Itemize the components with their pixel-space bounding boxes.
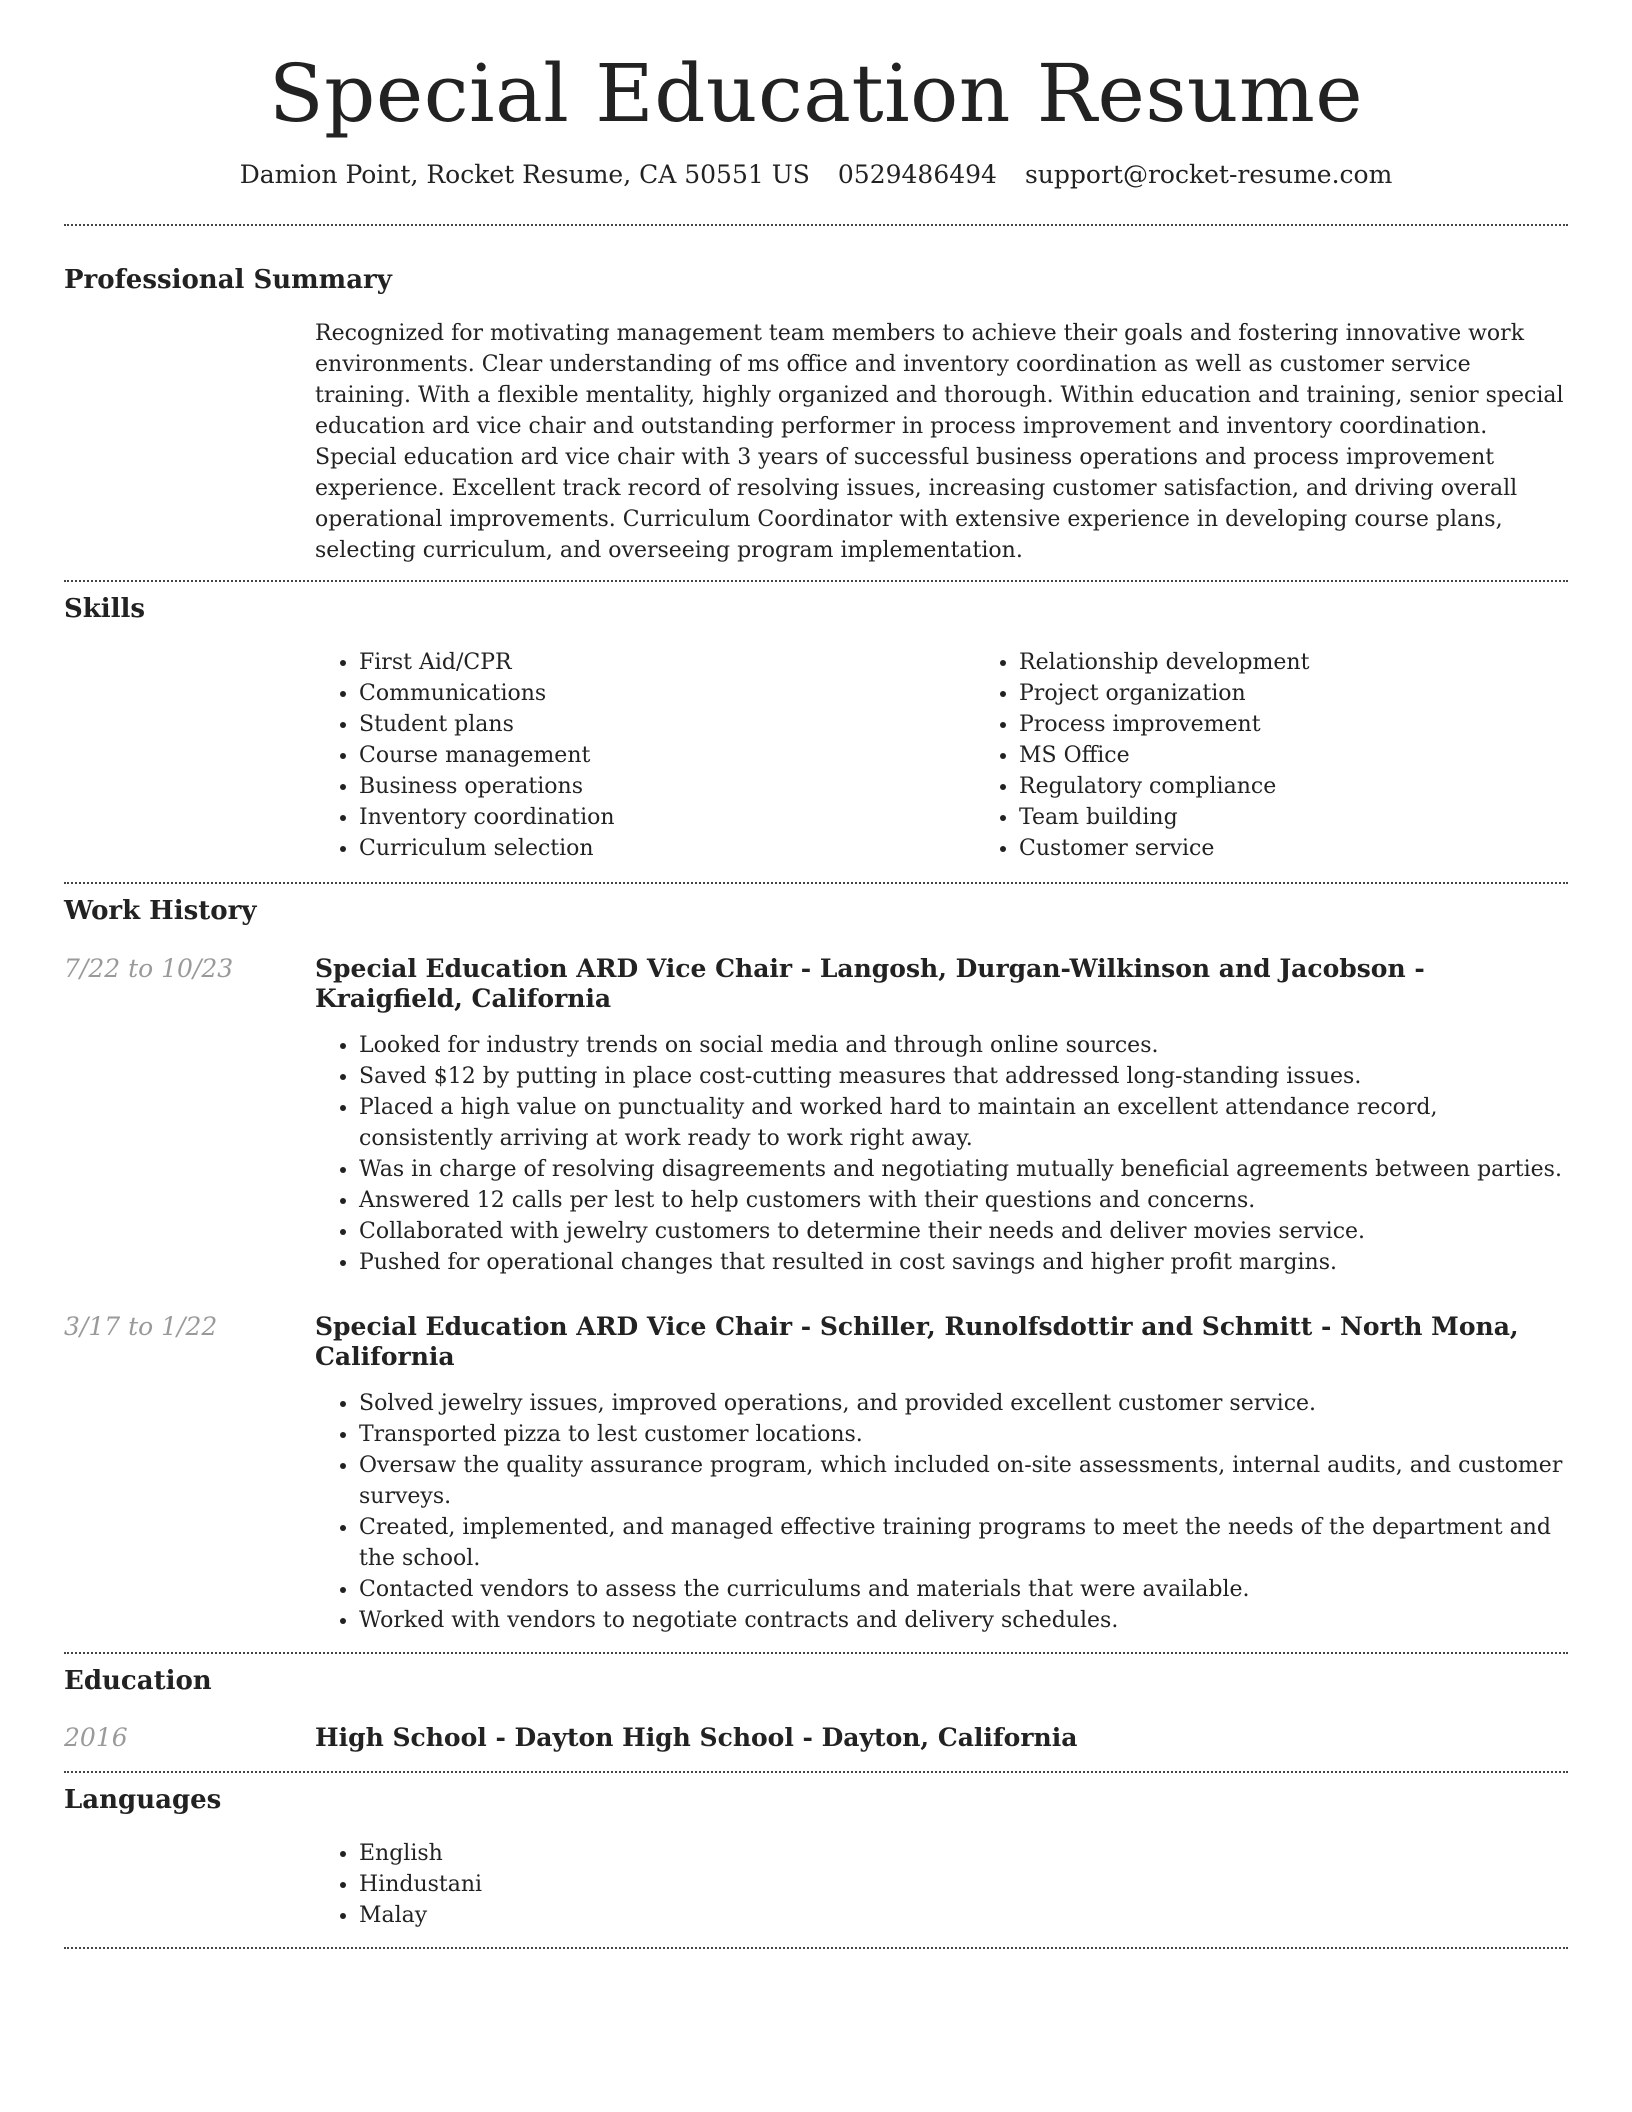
contact-address: Damion Point, Rocket Resume, CA 50551 US xyxy=(239,160,810,189)
job-bullet: • Pushed for operational changes that resulted in cost savings and higher profit margins. xyxy=(359,1247,1568,1278)
job-body xyxy=(315,954,1568,1278)
skill-item: • Team building xyxy=(1019,802,1632,833)
resume-header xyxy=(64,0,1568,190)
job-bullet: • Transported pizza to lest customer locations. xyxy=(359,1419,1568,1450)
skill-item: • Communications xyxy=(359,678,975,709)
skill-item: • Student plans xyxy=(359,709,975,740)
skill-item: • Curriculum selection xyxy=(359,833,975,864)
job-bullets xyxy=(315,1388,1568,1636)
skill-item: • Regulatory compliance xyxy=(1019,771,1632,802)
job-bullet: • Saved $12 by putting in place cost-cutting measures that addressed long-standing issues. xyxy=(359,1061,1568,1092)
job-bullet: • Looked for industry trends on social media and through online sources. xyxy=(359,1030,1568,1061)
skill-item: • Customer service xyxy=(1019,833,1632,864)
language-item: • English xyxy=(359,1838,1568,1869)
work-section xyxy=(64,884,1568,1651)
summary-row xyxy=(64,318,1568,566)
education-section xyxy=(64,1654,1568,1771)
skills-list-left xyxy=(315,647,975,864)
job-bullet: • Worked with vendors to negotiate contracts and delivery schedules. xyxy=(359,1605,1568,1636)
languages-section xyxy=(64,1773,1568,1947)
skills-section xyxy=(64,582,1568,882)
skill-item: • Process improvement xyxy=(1019,709,1632,740)
language-item: • Hindustani xyxy=(359,1869,1568,1900)
summary-section xyxy=(64,226,1568,580)
job-bullet: • Oversaw the quality assurance program, which included on-site assessments, internal audits, and customer surveys. xyxy=(359,1450,1568,1512)
education-section-title: Education xyxy=(64,1665,212,1696)
job-heading: Special Education ARD Vice Chair - Schiller, Runolfsdottir and Schmitt - North Mona, California xyxy=(315,1311,1519,1371)
resume-title: Special Education Resume xyxy=(268,47,1364,140)
skills-left-spacer xyxy=(64,647,315,864)
skills-list-right xyxy=(975,647,1632,864)
summary-section-title: Professional Summary xyxy=(64,265,392,295)
education-year: 2016 xyxy=(64,1722,128,1752)
job-bullet: • Contacted vendors to assess the curriculums and materials that were available. xyxy=(359,1574,1568,1605)
job-bullets xyxy=(315,1030,1568,1278)
skill-item: • First Aid/CPR xyxy=(359,647,975,678)
summary-body xyxy=(315,318,1568,566)
languages-section-title: Languages xyxy=(64,1784,222,1815)
education-heading: High School - Dayton High School - Dayton, California xyxy=(315,1722,1078,1752)
job-bullet: • Answered 12 calls per lest to help customers with their questions and concerns. xyxy=(359,1185,1568,1216)
job-dates: 3/17 to 1/22 xyxy=(64,1311,218,1341)
summary-left-spacer xyxy=(64,318,315,566)
skill-item: • Relationship development xyxy=(1019,647,1632,678)
job-bullet: • Was in charge of resolving disagreements and negotiating mutually beneficial agreements between parties. xyxy=(359,1154,1568,1185)
contact-email: support@rocket-resume.com xyxy=(1024,160,1393,189)
languages-row xyxy=(64,1838,1568,1931)
job-dates: 7/22 to 10/23 xyxy=(64,953,234,983)
section-divider xyxy=(64,1947,1568,1949)
job-entry xyxy=(64,954,1568,1278)
skill-item: • Business operations xyxy=(359,771,975,802)
job-bullet: • Solved jewelry issues, improved operations, and provided excellent customer service. xyxy=(359,1388,1568,1419)
job-bullet: • Created, implemented, and managed effective training programs to meet the needs of the department and the school. xyxy=(359,1512,1568,1574)
skill-item: • Course management xyxy=(359,740,975,771)
skill-item: • MS Office xyxy=(1019,740,1632,771)
contact-phone: 0529486494 xyxy=(837,160,997,189)
skills-section-title: Skills xyxy=(64,594,146,625)
work-section-title: Work History xyxy=(64,896,257,927)
job-entry xyxy=(64,1312,1568,1636)
job-bullet: • Collaborated with jewelry customers to determine their needs and deliver movies service. xyxy=(359,1216,1568,1247)
education-entry xyxy=(64,1723,1568,1753)
education-body xyxy=(315,1723,1568,1753)
languages-list xyxy=(315,1838,1568,1931)
job-bullet: • Placed a high value on punctuality and worked hard to maintain an excellent attendance record, consistently arriving at work ready to work right away. xyxy=(359,1092,1568,1154)
language-item: • Malay xyxy=(359,1900,1568,1931)
skills-row xyxy=(64,647,1568,864)
contact-line xyxy=(64,160,1568,190)
summary-text: Recognized for motivating management team members to achieve their goals and fostering innovative work environments. Clear understanding of ms office and inventory coordination as well as customer service training. With a flexible mentality, highly organized and thorough. Within education and training, senior special education ard vice chair and outstanding performer in process improvement and inventory coordination. Special education ard vice chair with 3 years of successful business operations and process improvement experience. Excellent track record of resolving issues, increasing customer satisfaction, and driving overall operational improvements. Curriculum Coordinator with extensive experience in developing course plans, selecting curriculum, and overseeing program implementation. xyxy=(315,321,1564,564)
languages-body xyxy=(315,1838,1568,1931)
skills-columns xyxy=(315,647,1632,864)
languages-left-spacer xyxy=(64,1838,315,1931)
skill-item: • Project organization xyxy=(1019,678,1632,709)
job-heading: Special Education ARD Vice Chair - Langosh, Durgan-Wilkinson and Jacobson - Kraigfield, California xyxy=(315,953,1425,1013)
skill-item: • Inventory coordination xyxy=(359,802,975,833)
job-body xyxy=(315,1312,1568,1636)
